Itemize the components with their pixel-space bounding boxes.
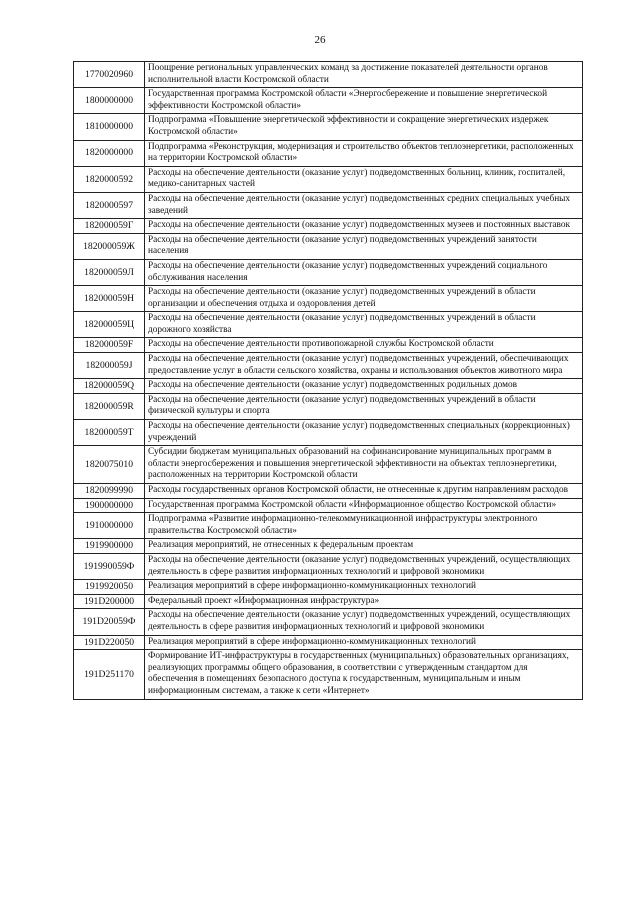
table-row — [74, 312, 583, 338]
expense-description-cell: Расходы на обеспечение деятельности (оказание услуг) подведомственных музеев и постоянных выставок — [145, 219, 583, 234]
table-row — [74, 446, 583, 484]
expense-code-cell: 182000059Q — [74, 379, 145, 394]
expense-code-cell: 182000059T — [74, 420, 145, 446]
expense-code-cell: 1919900000 — [74, 539, 145, 554]
expense-description-cell: Расходы на обеспечение деятельности (оказание услуг) подведомственных учреждений, осуществляющих деятельность в сфере развития информационных технологий и цифровой экономики — [145, 609, 583, 635]
expense-description-cell: Подпрограмма «Реконструкция, модернизация и строительство объектов теплоэнергетики, расположенных на территории Костромской области» — [145, 140, 583, 166]
table-row — [74, 88, 583, 114]
expense-code-cell: 1820099990 — [74, 484, 145, 499]
expense-code-cell: 1900000000 — [74, 498, 145, 513]
table-row — [74, 353, 583, 379]
expense-description-cell: Расходы на обеспечение деятельности (оказание услуг) подведомственных учреждений в области организации и обеспечения отдыха и оздоровления детей — [145, 286, 583, 312]
expense-code-cell: 1820075010 — [74, 446, 145, 484]
expense-description-cell: Реализация мероприятий в сфере информационно-коммуникационных технологий — [145, 635, 583, 650]
expense-code-cell: 182000059J — [74, 353, 145, 379]
expense-description-cell: Расходы на обеспечение деятельности (оказание услуг) подведомственных учреждений социального обслуживания населения — [145, 259, 583, 285]
expense-description-cell: Расходы на обеспечение деятельности (оказание услуг) подведомственных специальных (коррекционных) учреждений — [145, 420, 583, 446]
table-row — [74, 379, 583, 394]
table-row — [74, 192, 583, 218]
expense-description-cell: Расходы на обеспечение деятельности (оказание услуг) подведомственных родильных домов — [145, 379, 583, 394]
expense-description-cell: Подпрограмма «Развитие информационно-телекоммуникационной инфраструктуры электронного правительства Костромской области» — [145, 513, 583, 539]
expense-description-cell: Реализация мероприятий в сфере информационно-коммуникационных технологий — [145, 580, 583, 595]
table-row — [74, 498, 583, 513]
table-row — [74, 338, 583, 353]
table-row — [74, 553, 583, 579]
expense-description-cell: Реализация мероприятий, не отнесенных к федеральным проектам — [145, 539, 583, 554]
expense-code-cell: 1770020960 — [74, 62, 145, 88]
budget-classification-table — [73, 61, 583, 700]
table-body — [74, 62, 583, 700]
expense-description-cell: Расходы государственных органов Костромской области, не отнесенные к другим направлениям расходов — [145, 484, 583, 499]
expense-code-cell: 191D220050 — [74, 635, 145, 650]
table-row — [74, 635, 583, 650]
table-row — [74, 539, 583, 554]
table-row — [74, 259, 583, 285]
table-row — [74, 609, 583, 635]
expense-code-cell: 182000059Ц — [74, 312, 145, 338]
expense-description-cell: Расходы на обеспечение деятельности (оказание услуг) подведомственных средних специальных учебных заведений — [145, 192, 583, 218]
expense-code-cell: 1810000000 — [74, 114, 145, 140]
table-row — [74, 650, 583, 699]
expense-code-cell: 1820000597 — [74, 192, 145, 218]
expense-code-cell: 182000059Н — [74, 286, 145, 312]
table-row — [74, 594, 583, 609]
table-row — [74, 513, 583, 539]
expense-code-cell: 182000059Ж — [74, 233, 145, 259]
expense-description-cell: Субсидии бюджетам муниципальных образований на софинансирование муниципальных программ в области энергосбережения и повышения энергетической эффективности на объектах теплоэнергетики, расположенных на территории Костромской области — [145, 446, 583, 484]
table-row — [74, 580, 583, 595]
table-row — [74, 114, 583, 140]
table-row — [74, 233, 583, 259]
table-row — [74, 484, 583, 499]
expense-description-cell: Расходы на обеспечение деятельности противопожарной службы Костромской области — [145, 338, 583, 353]
table-row — [74, 286, 583, 312]
expense-description-cell: Расходы на обеспечение деятельности (оказание услуг) подведомственных учреждений занятости населения — [145, 233, 583, 259]
table-row — [74, 140, 583, 166]
expense-code-cell: 182000059Г — [74, 219, 145, 234]
table-row — [74, 219, 583, 234]
table-row — [74, 62, 583, 88]
expense-description-cell: Подпрограмма «Повышение энергетической эффективности и сокращение энергетических издержек Костромской области» — [145, 114, 583, 140]
expense-description-cell: Расходы на обеспечение деятельности (оказание услуг) подведомственных учреждений, обеспечивающих предоставление услуг в области сельского хозяйства, охраны и использования объектов животного мира — [145, 353, 583, 379]
expense-description-cell: Расходы на обеспечение деятельности (оказание услуг) подведомственных учреждений, осуществляющих деятельность в сфере развития информационных технологий и цифровой экономики — [145, 553, 583, 579]
page-number: 26 — [314, 34, 326, 46]
expense-code-cell: 1820000000 — [74, 140, 145, 166]
expense-code-cell: 182000059R — [74, 393, 145, 419]
expense-description-cell: Федеральный проект «Информационная инфраструктура» — [145, 594, 583, 609]
expense-code-cell: 191990059Ф — [74, 553, 145, 579]
expense-description-cell: Расходы на обеспечение деятельности (оказание услуг) подведомственных учреждений в области физической культуры и спорта — [145, 393, 583, 419]
expense-description-cell: Формирование ИТ-инфраструктуры в государственных (муниципальных) образовательных организациях, реализующих программы общего образования, в соответствии с утвержденным стандартом для обеспечения в помещениях безопасного доступа к государственным, муниципальным и иным информационным системам, а также к сети «Интернет» — [145, 650, 583, 699]
expense-description-cell: Расходы на обеспечение деятельности (оказание услуг) подведомственных больниц, клиник, госпиталей, медико-санитарных частей — [145, 166, 583, 192]
expense-code-cell: 1910000000 — [74, 513, 145, 539]
expense-code-cell: 191D200000 — [74, 594, 145, 609]
table-row — [74, 420, 583, 446]
expense-description-cell: Расходы на обеспечение деятельности (оказание услуг) подведомственных учреждений в области дорожного хозяйства — [145, 312, 583, 338]
expense-code-cell: 1800000000 — [74, 88, 145, 114]
expense-code-cell: 1820000592 — [74, 166, 145, 192]
expense-description-cell: Государственная программа Костромской области «Информационное общество Костромской области» — [145, 498, 583, 513]
table-row — [74, 393, 583, 419]
expense-description-cell: Государственная программа Костромской области «Энергосбережение и повышение энергетической эффективности Костромской области» — [145, 88, 583, 114]
expense-code-cell: 191D251170 — [74, 650, 145, 699]
expense-code-cell: 182000059Л — [74, 259, 145, 285]
expense-code-cell: 1919920050 — [74, 580, 145, 595]
expense-code-cell: 191D20059Ф — [74, 609, 145, 635]
expense-description-cell: Поощрение региональных управленческих команд за достижение показателей деятельности органов исполнительной власти Костромской области — [145, 62, 583, 88]
expense-code-cell: 182000059F — [74, 338, 145, 353]
table-row — [74, 166, 583, 192]
